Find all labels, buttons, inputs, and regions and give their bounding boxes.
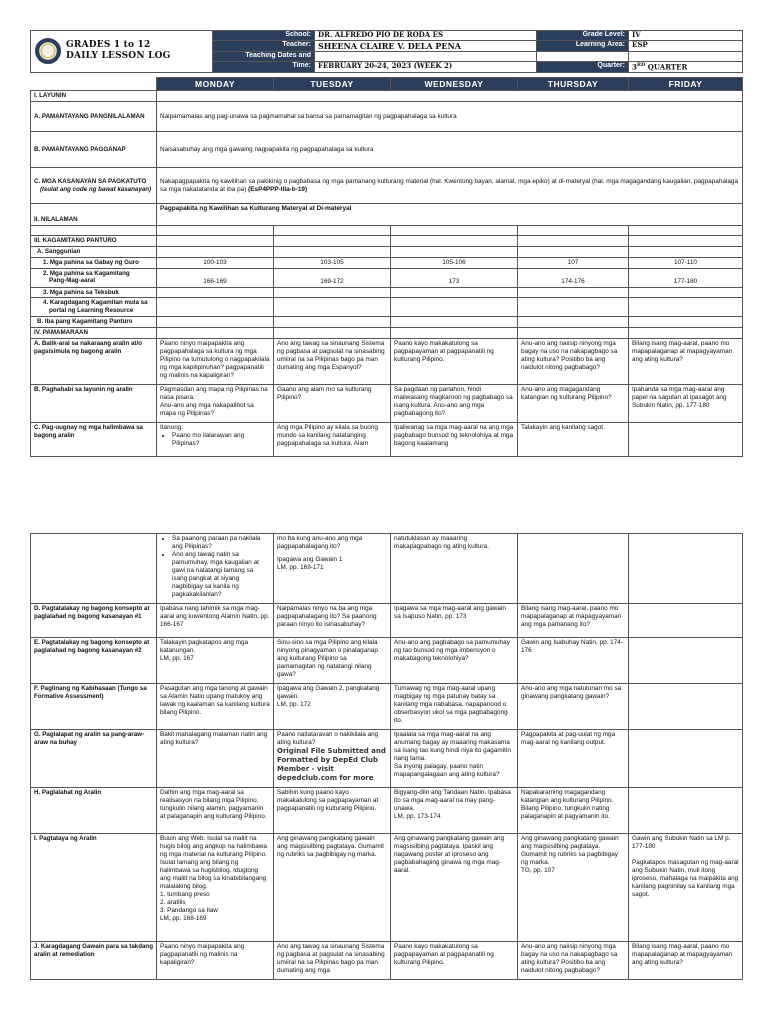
text-pamantayang-pagganap: Naisasabuhay ang mga gawaing nagpapakita ng pagpapahalaga sa kultura — [157, 132, 743, 168]
cell-friday — [629, 730, 743, 788]
row-paghahabi — [31, 384, 743, 422]
area-label: Learning Area: — [537, 40, 629, 51]
header-table — [30, 30, 743, 73]
lm-pages-wednesday: 173 — [391, 268, 518, 287]
cell-tuesday: Naipamalas ninyo na ba ang mga pagpapahalagang ito? Sa paanong paraan ninyo ito isinasabuhay? — [274, 604, 391, 638]
row-label: A. Balik-aral sa nakaraang aralin at/o pagsisimula ng bagong aralin — [31, 338, 157, 384]
row-label: B. Paghahabi sa layunin ng aralin — [31, 384, 157, 422]
cell-friday: Bilang isang mag-aaral, paano mo mapapalaganap at mapagyayaman ang ating kultura? — [629, 942, 743, 980]
row-pagtataya — [31, 834, 743, 942]
row-balik-aral — [31, 338, 743, 384]
lesson-table-p1 — [30, 77, 743, 457]
row-paglalahat — [31, 788, 743, 834]
cell-wednesday: Tumawag ng mga mag-aaral upang magbigay ng mga patunay batay sa kanilang mga nababasa, napapanood o obserbasyon ukol sa mga pagbabagong ito. — [391, 684, 518, 730]
lm-pages-monday: 166-169 — [157, 268, 274, 287]
lm-pages-friday: 177-180 — [629, 268, 743, 287]
cell-monday: Buuin ang Web. Isulat sa maliit na hugis bilog ang angkop na halimbawa ng mga material na kulturang Pilipino. Isulat lamang ang bilang ng halimbawa sa hugisbilog. Idugtong ang maliit na bilog sa kinabibilangang malalaking bilog. 1. tumbang preso 2. aratilis 3. Pandango sa Ilaw LM, pp. 168-169 — [157, 834, 274, 942]
tg-pages-thursday: 107 — [518, 257, 629, 268]
cell-wednesday: natutuklasan ay maaaring makapagpabago ng ating kultura. — [391, 534, 518, 604]
cell-thursday: Pagpapakita at pag-uulat ng mga mag-aaral ng kanilang output. — [518, 730, 629, 788]
row-karagdagang-gawain — [31, 942, 743, 980]
text-kasanayan: Nakapagpapakita ng kawilihan sa pakikinig o pagbabasa ng mga pamanang kulturang material (hal. Kwentong bayan, alamat, mga epiko) at di-materyal (hal. mga magagandang kaugalian, pagpapahalaga sa mga nakatatanda at iba pa) (EsP4PPP-IIIa-b-19) — [157, 168, 743, 204]
dates-label-1: Teaching Dates and — [213, 51, 315, 61]
cell-thursday: Anu-ano ang naiisip ninyong mga bagay na uso na nakapagbago sa ating kultura? Positibo ba ang naidulot nitong pagbabago? — [518, 942, 629, 980]
section-layunin: I. LAYUNIN — [31, 91, 157, 102]
row-label: F. Paglinang ng Kabihasaan (Tungo sa Formative Assessment) — [31, 684, 157, 730]
cell-wednesday: Paano kayo makakatulong sa pagpapayaman at pagpapanatili ng kulturang Pilipino. — [391, 338, 518, 384]
cell-tuesday: Ang mga Pilipino ay kilala sa buong mundo sa kanilang natatanging pagpapahalaga sa kultura. Alam — [274, 422, 391, 456]
cell-tuesday: mo ba kung anu-ano ang mga pagpapahalagang ito? Ipagawa ang Gawain 1 LM, pp. 169-171 — [274, 534, 391, 604]
cell-thursday: Bilang isang mag-aaral, paano mo mapapalaganap at mapagyayaman ang mga pamanang ito? — [518, 604, 629, 638]
label-pamantayang-pagganap: B. PAMANTAYANG PAGGANAP — [31, 132, 157, 168]
tg-pages-wednesday: 105-106 — [391, 257, 518, 268]
teacher-label: Teacher: — [213, 40, 315, 51]
cell-monday: Ipabasa nang tahimik sa mga mag-aaral ang kuwentong Alamin Natin, pp. 166-167 — [157, 604, 274, 638]
cell-wednesday: Ipaliwanag sa mga mag-aaral na ang mga pagbabago bunsod ng teknolohiya at mga bagong kaalamang — [391, 422, 518, 456]
cell-thursday: Gawin ang Isabuhay Natin, pp. 174-176 — [518, 638, 629, 684]
text-pamantayang-pangnilalaman: Naipamamalas ang pag-unawa sa pagmamahal sa bansa sa pamamagitan ng pagpapahalaga sa kultura — [157, 102, 743, 132]
row-label: J. Karagdagang Gawain para sa takdang aralin at remediation — [31, 942, 157, 980]
cell-friday: Ipahanda sa mga mag-aaral ang papel na sagutan at ipasagot ang Subukin Natin, pp. 177-180 — [629, 384, 743, 422]
lesson-log-page-1 — [30, 30, 742, 457]
row-label: E. Pagtatalakay ng bagong konsepto at paglalahad ng bagong kasanayan #2 — [31, 638, 157, 684]
tg-pages-friday: 107-110 — [629, 257, 743, 268]
day-friday: FRIDAY — [629, 77, 743, 91]
cell-thursday: Anu-ano ang naiisip ninyong mga bagay na uso na nakapagbago sa ating kultura? Positibo ba ang naidulot nitong pagbabago? — [518, 338, 629, 384]
cell-tuesday: Sinu-sino sa mga Pilipino ang kilala ninyong pinagyaman o pinalaganap ang kulturang Pilipino sa pamamagitan ng natatangi nilang gawa? — [274, 638, 391, 684]
cell-friday — [629, 422, 743, 456]
school-value: DR. ALFREDO PIO DE RODA ES — [315, 31, 537, 41]
day-wednesday: WEDNESDAY — [391, 77, 518, 91]
grade-label: Grade Level: — [537, 31, 629, 41]
cell-thursday: Napakaraming magagandang katangian ang kulturang Pilipino. Bilang Pilipino, tungkulin nating palaganapin at pagyamanin ito. — [518, 788, 629, 834]
row-label: D. Pagtatalakay ng bagong konsepto at paglalahad ng bagong kasanayan #1 — [31, 604, 157, 638]
section-nilalaman: II. NILALAMAN — [31, 204, 157, 226]
day-header-row — [31, 77, 743, 91]
title-line-1: GRADES 1 to 12 — [66, 39, 151, 50]
dates-label-2: Time: — [213, 61, 315, 72]
label-gabay-guro: 1. Mga pahina sa Gabay ng Guro — [31, 257, 157, 268]
lm-pages-thursday: 174-176 — [518, 268, 629, 287]
section-pamamaraan: IV. PAMAMARAAN — [31, 328, 157, 339]
cell-monday: Itanong: • Paano mo ilalarawan ang Pilipinas? — [157, 422, 274, 456]
row-label: H. Paglalahat ng Aralin — [31, 788, 157, 834]
cell-thursday: Anu-ano ang magagandang katangian ng kulturang Pilipino? — [518, 384, 629, 422]
cell-friday: Gawin ang Subukin Natin sa LM p. 177-180 Pagkatapos masagutan ng mag-aaral ang Subukin Natin, muli itong iproseso, mahalaga na maipakita ang kanilang pagninilay sa kanilang mga sagot. — [629, 834, 743, 942]
cell-tuesday: Ipagawa ang Gawain 2, pangkatang gawain. LM, pp. 172 — [274, 684, 391, 730]
logo-block — [31, 31, 213, 73]
row-label: C. Pag-uugnay ng mga halimbawa sa bagong aralin — [31, 422, 157, 456]
label-pamantayang-pangnilalaman: A. PAMANTAYANG PANGNILALAMAN — [31, 102, 157, 132]
cell-wednesday: Anu-ano ang pagbabago sa pamumuhay ng tao bunsod ng mga imbensyon o makabagong teknolohiya? — [391, 638, 518, 684]
day-monday: MONDAY — [157, 77, 274, 91]
label-kasanayan: C. MGA KASANAYAN SA PAGKATUTO (Isulat ang code ng bawat kasanayan) — [31, 168, 157, 204]
row-paglinang — [31, 684, 743, 730]
row-label: I. Pagtataya ng Aralin — [31, 834, 157, 942]
cell-wednesday: Ipaalala sa mga mag-aaral na ang anumang bagay ay maaaring makasama sa isang tao kung hindi niya ito gagamitin nang tama. Sa inyong palagay, paano natin mapapangalagaan ang ating kultura? — [391, 730, 518, 788]
title-line-2: DAILY LESSON LOG — [66, 51, 171, 62]
row-pagtatalakay-2 — [31, 638, 743, 684]
lm-pages-tuesday: 169-172 — [274, 268, 391, 287]
label-iba-pa: B. Iba pang Kagamitang Panturo — [31, 317, 157, 328]
cell-friday: Bilang isang mag-aaral, paano mo mapapalaganap at mapagyayaman ang ating kultura? — [629, 338, 743, 384]
grade-value: IV — [629, 31, 743, 41]
cell-wednesday: Ipagawa sa mga mag-aaral ang gawain sa Isapuso Natin, pp. 173 — [391, 604, 518, 638]
cell-tuesday: Ang ginawang pangkatang gawain ang magsisilbing pagtataya. Gumamit ng rubriks sa pagbibigay ng marka. — [274, 834, 391, 942]
cell-monday: Paano ninyo maipapakita ang pagpapanatili ng malinis na kapaligiran? — [157, 942, 274, 980]
lesson-log-page-2 — [30, 533, 742, 980]
deped-club-stamp: Original File Submitted and Formatted by DepEd Club Member - visit depedclub.com for more — [277, 747, 386, 783]
row-pag-uugnay-cont — [31, 534, 743, 604]
cell-monday: Bakit mahalagang malaman natin ang ating kultura? — [157, 730, 274, 788]
cell-friday — [629, 638, 743, 684]
cell-monday: Talakayin pagkatapos ang mga katanungan. LM, pp. 167 — [157, 638, 274, 684]
cell-monday: Pagmasdan ang mapa ng Pilipinas na nasa pisara. Anu-ano ang mga nakapalibot sa mapa ng Pilipinas? — [157, 384, 274, 422]
row-pagtatalakay-1 — [31, 604, 743, 638]
quarter-label: Quarter: — [537, 61, 629, 72]
quarter-value: 3RD QUARTER — [629, 61, 743, 72]
row-pag-uugnay — [31, 422, 743, 456]
cell-tuesday: Paano naitataravan o nakikilala ang ating kultura? Original File Submitted and Formatted by DepEd Club Member - visit depedclub.com for more — [274, 730, 391, 788]
day-tuesday: TUESDAY — [274, 77, 391, 91]
cell-wednesday: Paano kayo makakatulong sa pagpapayaman at pagpapanatili ng kulturang Pilipino. — [391, 942, 518, 980]
cell-wednesday: Sa pagdaan ng panahon, hindi maiiwasang magkaroon ng pagbabago sa isang kultura. Anu-ano ang mga pagbabagong ito? — [391, 384, 518, 422]
day-thursday: THURSDAY — [518, 77, 629, 91]
deped-seal-icon — [35, 38, 61, 64]
cell-tuesday: Sabihin kung paano kayo makakatulong sa pagpapayaman at pagpapanatili ng kulturang Pilipino. — [274, 788, 391, 834]
section-kagamitan: III. KAGAMITANG PANTURO — [31, 236, 157, 247]
cell-friday — [629, 788, 743, 834]
teacher-value: SHEENA CLAIRE V. DELA PENA — [315, 40, 537, 51]
label-learning-resource: 4. Karagdagang Kagamitan mula sa portal ng Learning Resource — [31, 298, 157, 317]
cell-monday: Dalhin ang mga mag-aaral sa realisasyon na bilang mga Pilipino, tungkulin nilang alamin, pagyamanin at palaganapin ang kulturang Pilipino. — [157, 788, 274, 834]
area-value: ESP — [629, 40, 743, 51]
tg-pages-tuesday: 103-105 — [274, 257, 391, 268]
cell-thursday: Anu-ano ang mga natutunan mo sa ginawang pangkatang gawain? — [518, 684, 629, 730]
dates-value: FEBRUARY 20-24, 2023 (WEEK 2) — [315, 61, 537, 72]
cell-thursday: Talakayin ang kanilang sagot. — [518, 422, 629, 456]
label-teksbuk: 3. Mga pahina sa Teksbuk — [31, 287, 157, 298]
cell-friday — [629, 684, 743, 730]
cell-tuesday: Ano ang tawag sa sinaunang Sistema ng pagbasa at pagsulat na sinasabing umiiral na sa Pilipinas bago pa man dumating ang mga Espanyol? — [274, 338, 391, 384]
row-label: G. Paglalapat ng aralin sa pang-araw-araw na buhay — [31, 730, 157, 788]
row-paglalapat — [31, 730, 743, 788]
cell-tuesday: Gaano ang alam mo sa kulturang Pilipino? — [274, 384, 391, 422]
cell-friday — [629, 604, 743, 638]
cell-thursday: Ang ginawang pangkatang gawain ang magsisilbing pagtataya. Gumamit ng rubriks sa pagbibigay ng marka. TG, pp. 107 — [518, 834, 629, 942]
cell-monday: Pasagutan ang mga tanong at gawain sa Alamin Natin upang matukoy ang lawak ng kaalaman sa kanilang kultura bilang Pilipino. — [157, 684, 274, 730]
cell-monday: Paano ninyo maipapakita ang pagpapahalaga sa kultura ng mga Pilipino na tumutulong o nagpapakilala ng mga kapilipinuhan? pagpapanatili ng malinis na kapaligiran? — [157, 338, 274, 384]
text-nilalaman: Pagpapakita ng Kawilihan sa Kulturang Materyal at Di-materyal — [157, 204, 743, 226]
cell-wednesday: Ang ginawang pangkatang gawain ang magsisilbing pagtataya. Ipaskil ang nagawang poster at iproseso ang pagbabahagiing ginawa ng mga mag-aaral. — [391, 834, 518, 942]
cell-wednesday: Bigyang-diin ang Tandaan Natin. Ipabasa ito sa mga mag-aaral na may pang-unawa. LM, pp. 173-174 — [391, 788, 518, 834]
lesson-table-p2 — [30, 533, 743, 980]
tg-pages-monday: 100-103 — [157, 257, 274, 268]
cell-monday: • Sa paanong paraan pa nakilala ang Pilipinas? • Ano ang tawag natin sa pamumuhay, mga kaugalian at gawi na natatangi lamang sa isang pangkat at siyang nagbibigay sa kanila ng pagkakakilanlan? — [157, 534, 274, 604]
label-sanggunian: A. Sanggunian — [31, 246, 157, 257]
cell-tuesday: Ano ang tawag sa sinaunang Sistema ng pagbasa at pagsulat na sinasabing umiiral na sa Pilipinas bago pa man dumating ang mga — [274, 942, 391, 980]
school-label: School: — [213, 31, 315, 41]
label-kagamitang-pm: 2. Mga pahina sa Kagamitang Pang-Mag-aaral — [31, 268, 157, 287]
